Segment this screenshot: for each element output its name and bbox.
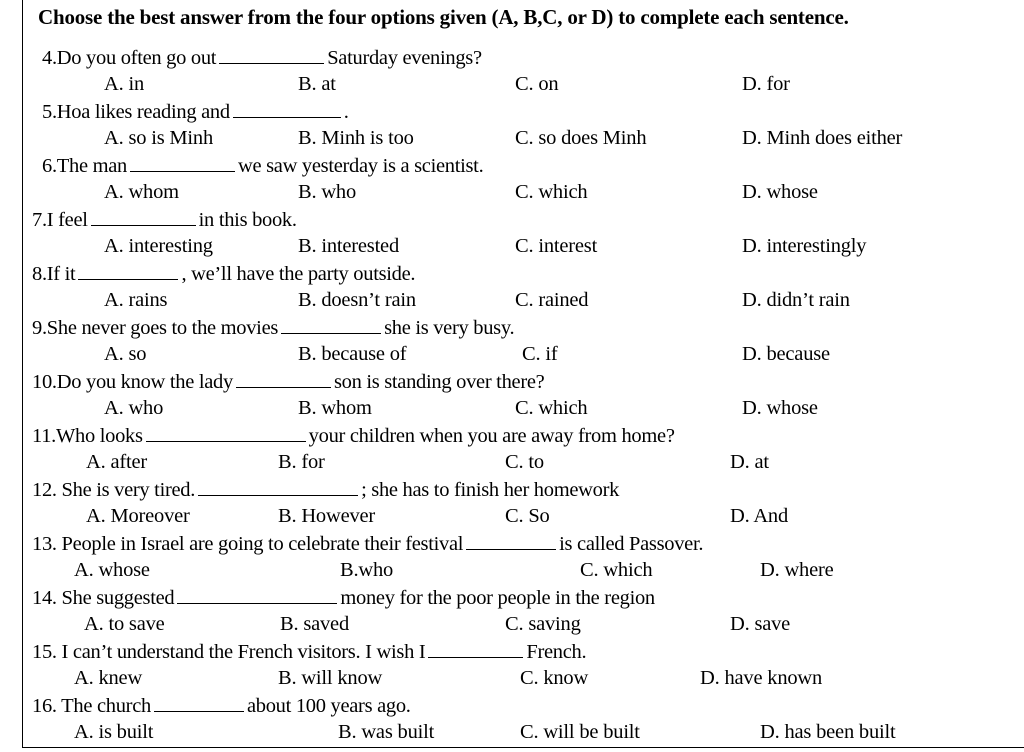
question-13 <box>32 531 703 556</box>
question-10 <box>32 369 544 394</box>
question-text-end: is called Passover. <box>559 533 704 555</box>
question-text: 5.Hoa likes reading and <box>42 101 230 123</box>
option-b: B. Minh is too <box>298 127 414 149</box>
question-text: 7.I feel <box>32 209 88 231</box>
question-8 <box>32 261 415 286</box>
option-a: A. so <box>104 343 147 365</box>
answer-blank <box>233 99 341 118</box>
option-a: A. interesting <box>104 235 213 257</box>
question-text: 14. She suggested <box>32 587 175 609</box>
option-c: C. so does Minh <box>515 127 647 149</box>
question-5 <box>42 99 349 124</box>
option-a: A. in <box>104 73 145 95</box>
option-b: B. doesn’t rain <box>298 289 416 311</box>
answer-blank <box>198 477 358 496</box>
question-4 <box>42 45 482 70</box>
question-text-end: , we’ll have the party outside. <box>181 263 416 285</box>
option-b: B. at <box>298 73 336 95</box>
option-b: B. However <box>278 505 376 527</box>
option-d: D. where <box>760 559 834 581</box>
option-a: A. after <box>86 451 148 473</box>
question-15 <box>32 639 586 664</box>
option-a: A. is built <box>74 721 154 743</box>
answer-blank <box>219 45 324 64</box>
option-b: B. for <box>278 451 325 473</box>
option-c: C. saving <box>505 613 581 635</box>
question-text-end: about 100 years ago. <box>246 695 411 717</box>
option-b: B. whom <box>298 397 372 419</box>
option-d: D. because <box>742 343 830 365</box>
option-b: B. was built <box>338 721 435 743</box>
question-text-end: Saturday evenings? <box>327 47 482 69</box>
option-b: B. interested <box>298 235 400 257</box>
option-c: C. know <box>520 667 589 689</box>
option-c: C. which <box>515 397 588 419</box>
question-11 <box>32 423 675 448</box>
question-14 <box>32 585 655 610</box>
option-c: C. rained <box>515 289 589 311</box>
question-text-end: your children when you are away from home? <box>308 425 675 447</box>
question-text: 9.She never goes to the movies <box>32 317 279 339</box>
question-text-end: . <box>343 101 349 123</box>
option-d: D. whose <box>742 397 818 419</box>
option-b: B. who <box>298 181 357 203</box>
option-d: D. for <box>742 73 790 95</box>
answer-blank <box>146 423 306 442</box>
option-c: C. which <box>515 181 588 203</box>
question-text-end: in this book. <box>198 209 297 231</box>
option-c: C. on <box>515 73 559 95</box>
option-a: A. whom <box>104 181 179 203</box>
option-d: D. have known <box>700 667 823 689</box>
answer-blank <box>236 369 331 388</box>
option-d: D. at <box>730 451 769 473</box>
option-d: D. save <box>730 613 791 635</box>
question-text: 13. People in Israel are going to celebrate their festival <box>32 533 464 555</box>
question-text: 16. The church <box>32 695 151 717</box>
option-b: B. will know <box>278 667 383 689</box>
question-9 <box>32 315 514 340</box>
option-c: C. if <box>522 343 558 365</box>
option-a: A. so is Minh <box>104 127 214 149</box>
answer-blank <box>466 531 556 550</box>
question-text: 11.Who looks <box>32 425 143 447</box>
option-a: A. whose <box>74 559 150 581</box>
option-d: D. And <box>730 505 789 527</box>
answer-blank <box>91 207 196 226</box>
option-c: C. interest <box>515 235 598 257</box>
option-d: D. Minh does either <box>742 127 903 149</box>
answer-blank <box>130 153 235 172</box>
option-a: A. rains <box>104 289 168 311</box>
question-text: 15. I can’t understand the French visitors. I wish I <box>32 641 426 663</box>
answer-blank <box>177 585 337 604</box>
option-b: B. because of <box>298 343 407 365</box>
option-a: A. Moreover <box>86 505 190 527</box>
question-text-end: we saw yesterday is a scientist. <box>237 155 484 177</box>
option-d: D. didn’t rain <box>742 289 850 311</box>
answer-blank <box>154 693 244 712</box>
option-b: B.who <box>340 559 394 581</box>
question-text: 6.The man <box>42 155 127 177</box>
question-16 <box>32 693 411 718</box>
answer-blank <box>78 261 178 280</box>
option-c: C. So <box>505 505 550 527</box>
question-12 <box>32 477 619 502</box>
option-d: D. whose <box>742 181 818 203</box>
question-text: 8.If it <box>32 263 76 285</box>
option-c: C. which <box>580 559 653 581</box>
answer-blank <box>281 315 381 334</box>
option-a: A. knew <box>74 667 143 689</box>
option-a: A. who <box>104 397 164 419</box>
option-c: C. to <box>505 451 544 473</box>
question-text-end: ; she has to finish her homework <box>361 479 620 501</box>
instructions-heading: Choose the best answer from the four options given (A, B,C, or D) to complete each sentence. <box>38 5 849 29</box>
question-text-end: money for the poor people in the region <box>340 587 655 609</box>
question-text-end: son is standing over there? <box>333 371 545 393</box>
question-text: 10.Do you know the lady <box>32 371 233 393</box>
option-b: B. saved <box>280 613 349 635</box>
question-6 <box>42 153 483 178</box>
question-7 <box>32 207 297 232</box>
question-text-end: she is very busy. <box>384 317 515 339</box>
option-a: A. to save <box>84 613 165 635</box>
question-text: 4.Do you often go out <box>42 47 217 69</box>
option-d: D. interestingly <box>742 235 867 257</box>
option-d: D. has been built <box>760 721 896 743</box>
question-text-end: French. <box>526 641 587 663</box>
question-text: 12. She is very tired. <box>32 479 196 501</box>
answer-blank <box>428 639 523 658</box>
option-c: C. will be built <box>520 721 640 743</box>
